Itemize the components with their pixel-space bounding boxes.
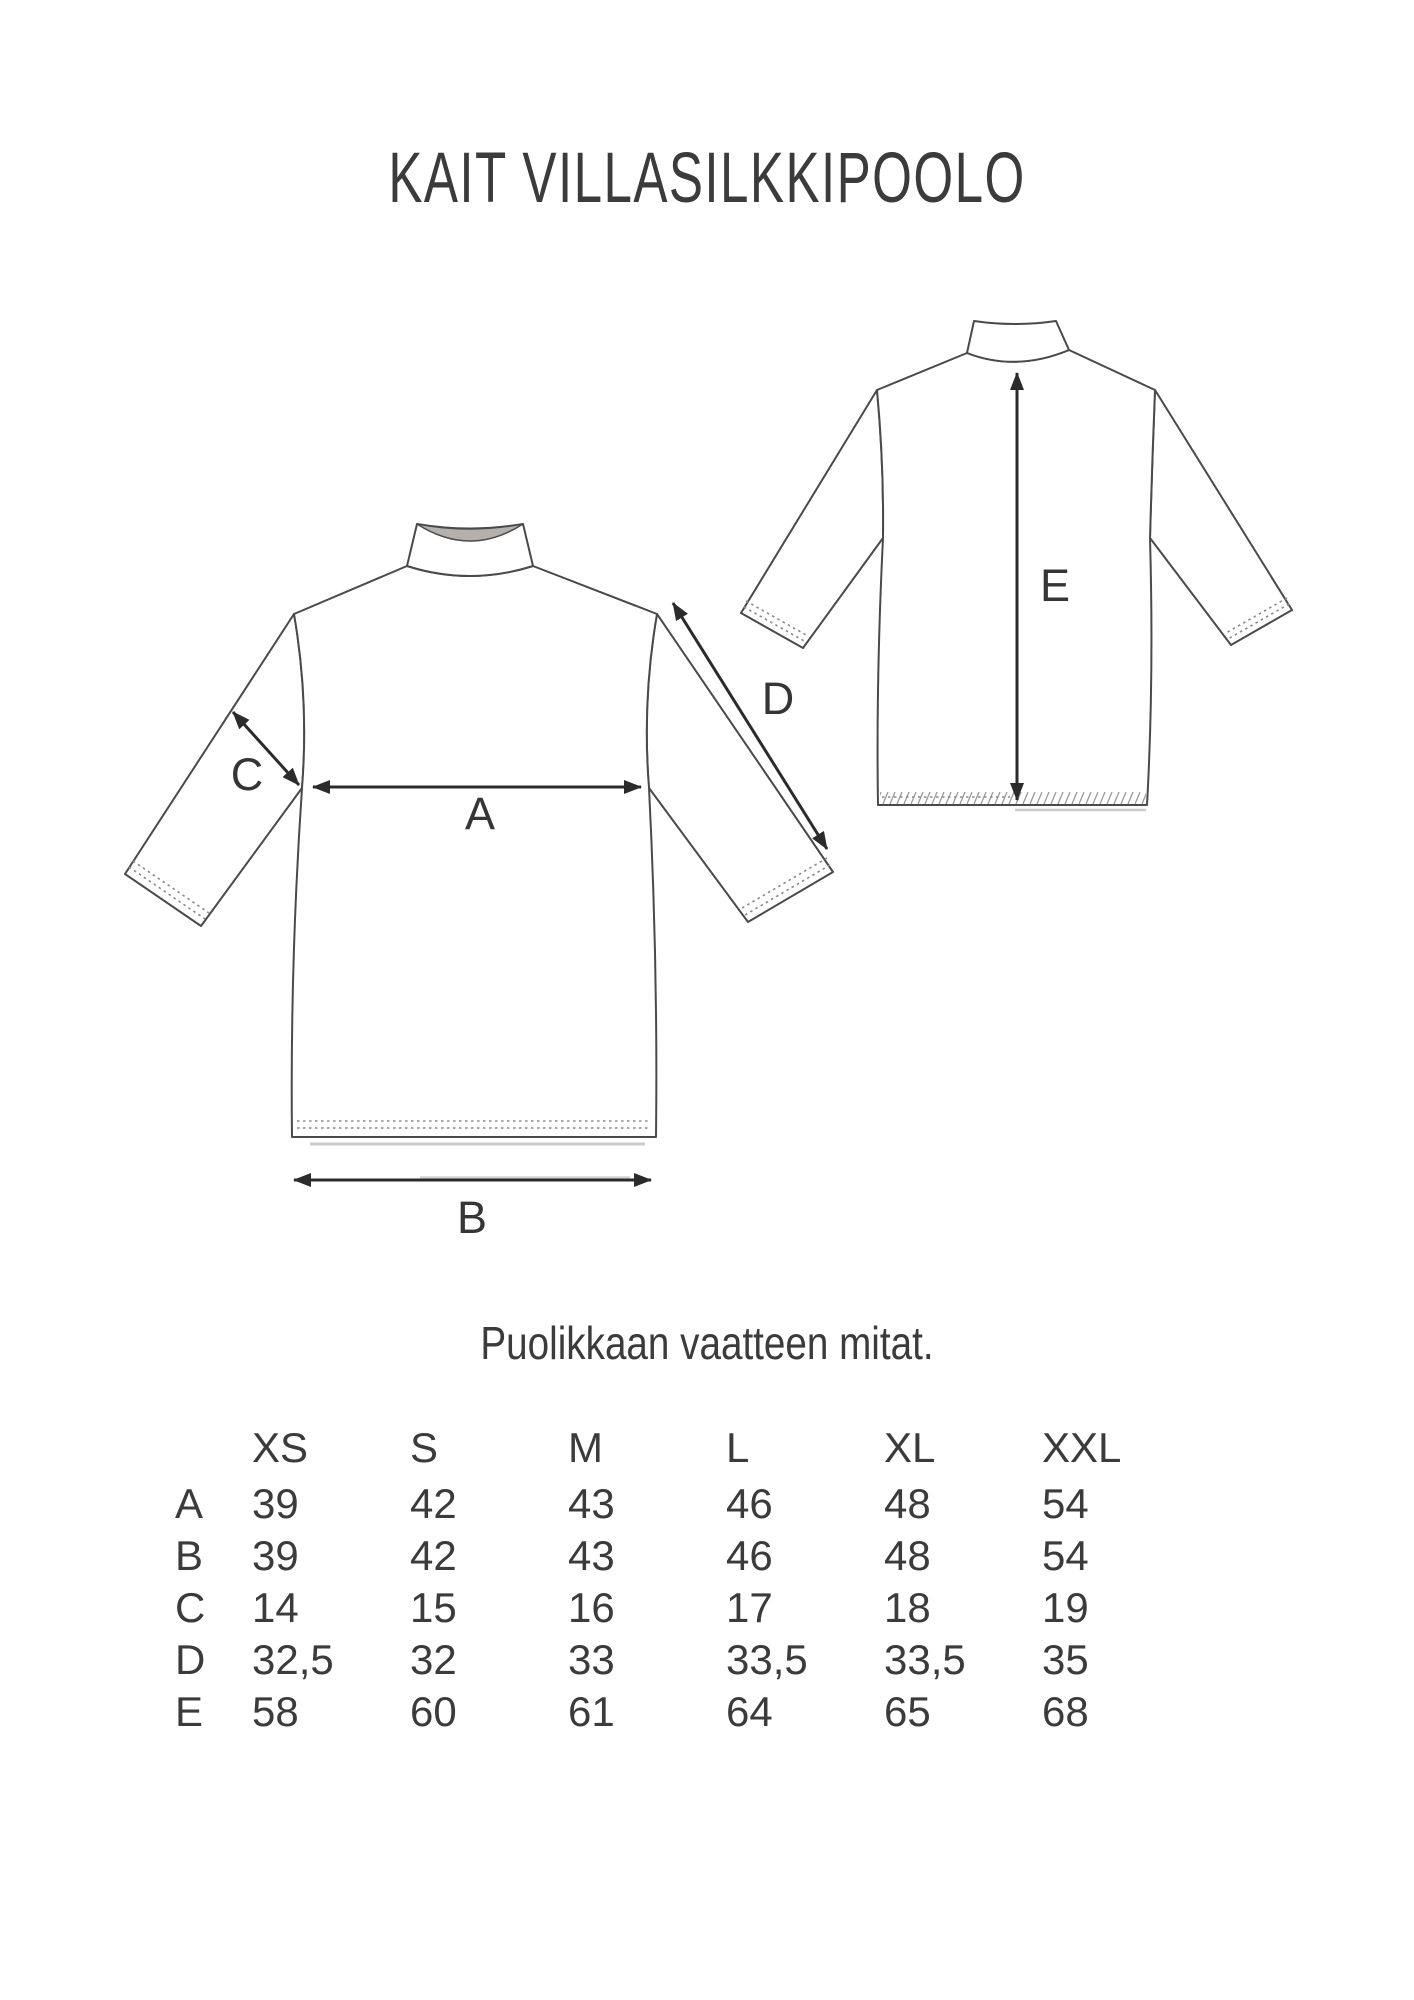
row-label: D [175, 1636, 206, 1683]
size-col-header: L [726, 1424, 750, 1471]
cell: 42 [410, 1480, 457, 1527]
measure-label-a: A [464, 788, 496, 839]
size-col-header: XXL [1042, 1424, 1122, 1471]
measure-label-c: C [230, 749, 264, 800]
cell: 61 [568, 1688, 615, 1735]
cell: 68 [1042, 1688, 1089, 1735]
size-table [175, 1422, 1202, 1738]
cell: 39 [252, 1480, 299, 1527]
cell: 64 [726, 1688, 773, 1735]
cell: 46 [726, 1532, 773, 1579]
cell: 65 [884, 1688, 931, 1735]
cell: 33,5 [726, 1636, 808, 1683]
cell: 16 [568, 1584, 615, 1631]
back-collar [967, 321, 1069, 362]
cell: 33 [568, 1636, 615, 1683]
table-caption: Puolikkaan vaatteen mitat. [480, 1317, 934, 1369]
cell: 60 [410, 1688, 457, 1735]
cell: 33,5 [884, 1636, 966, 1683]
cell: 43 [568, 1532, 615, 1579]
cell: 54 [1042, 1532, 1089, 1579]
size-table-corner [175, 1422, 252, 1478]
cell: 48 [884, 1480, 931, 1527]
cell: 32 [410, 1636, 457, 1683]
size-col-header: XL [884, 1424, 936, 1471]
cell: 19 [1042, 1584, 1089, 1631]
row-label: C [175, 1584, 206, 1631]
cell: 54 [1042, 1480, 1089, 1527]
cell: 39 [252, 1532, 299, 1579]
measure-label-b: B [456, 1192, 488, 1243]
row-label: A [175, 1480, 204, 1527]
cell: 18 [884, 1584, 931, 1631]
cell: 15 [410, 1584, 457, 1631]
page-title: KAIT VILLASILKKIPOOLO [388, 139, 1026, 218]
cell: 58 [252, 1688, 299, 1735]
front-body [292, 566, 657, 1137]
cell: 17 [726, 1584, 773, 1631]
row-label: B [175, 1532, 204, 1579]
size-col-header: M [568, 1424, 603, 1471]
cell: 14 [252, 1584, 299, 1631]
cell: 43 [568, 1480, 615, 1527]
cell: 46 [726, 1480, 773, 1527]
cell: 42 [410, 1532, 457, 1579]
measure-label-e: E [1040, 560, 1071, 611]
back-hem-band [880, 792, 1146, 804]
cell: 48 [884, 1532, 931, 1579]
cell: 32,5 [252, 1636, 334, 1683]
cell: 35 [1042, 1636, 1089, 1683]
size-col-header: XS [252, 1424, 309, 1471]
front-left-sleeve [125, 614, 304, 926]
measure-label-d: D [761, 673, 795, 724]
row-label: E [175, 1688, 204, 1735]
size-col-header: S [410, 1424, 439, 1471]
front-right-sleeve [647, 614, 833, 922]
